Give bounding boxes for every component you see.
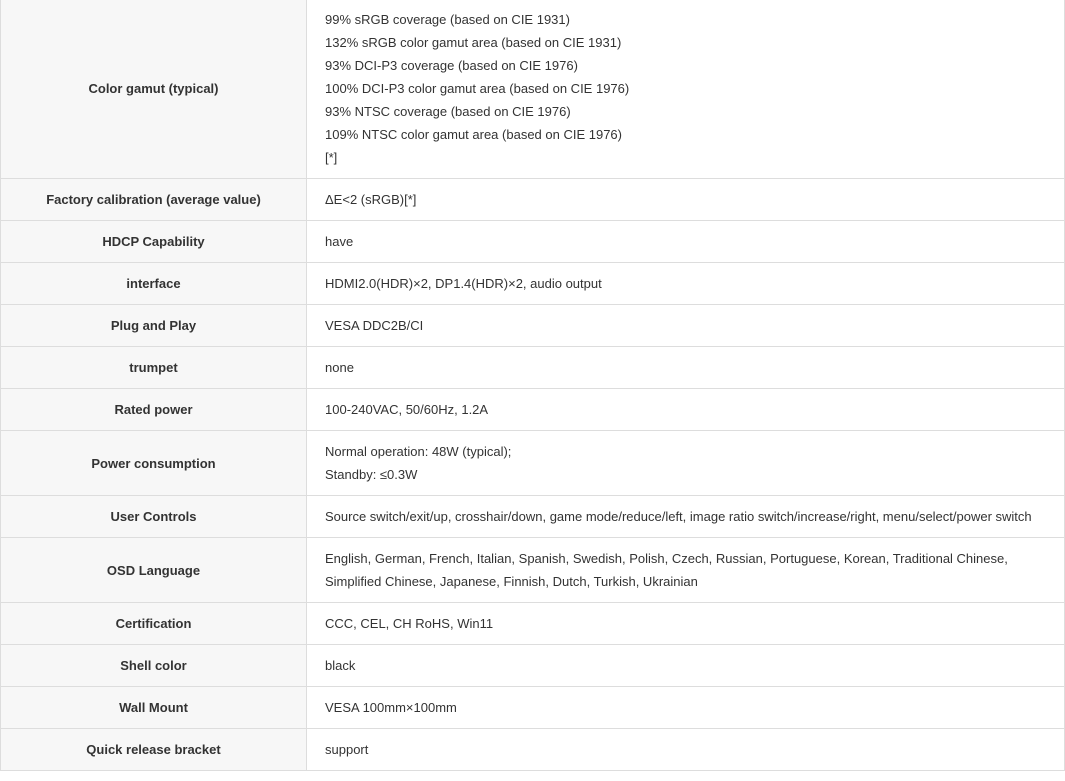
spec-label: Plug and Play — [1, 305, 307, 347]
spec-value-line: [*] — [325, 150, 338, 165]
spec-label: Factory calibration (average value) — [1, 179, 307, 221]
spec-value-line: have — [325, 234, 354, 249]
spec-value — [307, 431, 1065, 496]
spec-value — [307, 729, 1065, 771]
spec-value-line: black — [325, 658, 356, 673]
spec-value — [307, 305, 1065, 347]
spec-label: Certification — [1, 603, 307, 645]
spec-value-line: Source switch/exit/up, crosshair/down, game mode/reduce/left, image ratio switch/increase/right, menu/select/power switch — [325, 509, 1032, 524]
spec-label: User Controls — [1, 496, 307, 538]
spec-value — [307, 687, 1065, 729]
spec-value-line: support — [325, 742, 369, 757]
spec-row-wall-mount — [1, 687, 1065, 729]
spec-value — [307, 0, 1065, 179]
spec-row-color-gamut — [1, 0, 1065, 179]
spec-value — [307, 221, 1065, 263]
spec-value-line: ΔE<2 (sRGB)[*] — [325, 192, 417, 207]
spec-value-line: 100% DCI-P3 color gamut area (based on CIE 1976) — [325, 81, 630, 96]
spec-value — [307, 347, 1065, 389]
spec-value-line: CCC, CEL, CH RoHS, Win11 — [325, 616, 494, 631]
spec-row-trumpet — [1, 347, 1065, 389]
spec-value — [307, 263, 1065, 305]
spec-row-hdcp-capability — [1, 221, 1065, 263]
spec-value — [307, 389, 1065, 431]
spec-label: Quick release bracket — [1, 729, 307, 771]
spec-value — [307, 179, 1065, 221]
spec-label: interface — [1, 263, 307, 305]
spec-value — [307, 496, 1065, 538]
spec-value-line: VESA DDC2B/CI — [325, 318, 424, 333]
spec-value-line: none — [325, 360, 354, 375]
spec-row-power-consumption — [1, 431, 1065, 496]
spec-value — [307, 538, 1065, 603]
spec-row-factory-calibration — [1, 179, 1065, 221]
spec-label: Rated power — [1, 389, 307, 431]
spec-row-osd-language — [1, 538, 1065, 603]
spec-value-line: 93% NTSC coverage (based on CIE 1976) — [325, 104, 571, 119]
spec-value-line: 109% NTSC color gamut area (based on CIE 1976) — [325, 127, 622, 142]
spec-value-line: VESA 100mm×100mm — [325, 700, 457, 715]
spec-value — [307, 603, 1065, 645]
spec-value-line: 93% DCI-P3 coverage (based on CIE 1976) — [325, 58, 578, 73]
spec-row-plug-and-play — [1, 305, 1065, 347]
spec-label: trumpet — [1, 347, 307, 389]
spec-value-line: 99% sRGB coverage (based on CIE 1931) — [325, 12, 570, 27]
spec-value-line: English, German, French, Italian, Spanish, Swedish, Polish, Czech, Russian, Portuguese, Korean, Traditional Chinese, Simplified Chinese, Japanese, Finnish, Dutch, Turkish, Ukrainian — [325, 551, 1008, 589]
spec-row-shell-color — [1, 645, 1065, 687]
spec-row-rated-power — [1, 389, 1065, 431]
spec-value-line: 100-240VAC, 50/60Hz, 1.2A — [325, 402, 489, 417]
spec-value-line: 132% sRGB color gamut area (based on CIE 1931) — [325, 35, 622, 50]
spec-row-interface — [1, 263, 1065, 305]
spec-row-certification — [1, 603, 1065, 645]
spec-label: HDCP Capability — [1, 221, 307, 263]
spec-label: Wall Mount — [1, 687, 307, 729]
spec-row-quick-release-bracket — [1, 729, 1065, 771]
spec-value-line: Standby: ≤0.3W — [325, 467, 418, 482]
spec-value — [307, 645, 1065, 687]
spec-value-line: Normal operation: 48W (typical); — [325, 444, 512, 459]
spec-value-line: HDMI2.0(HDR)×2, DP1.4(HDR)×2, audio output — [325, 276, 602, 291]
spec-label: Power consumption — [1, 431, 307, 496]
spec-label: Shell color — [1, 645, 307, 687]
spec-row-user-controls — [1, 496, 1065, 538]
spec-label: Color gamut (typical) — [1, 0, 307, 179]
spec-label: OSD Language — [1, 538, 307, 603]
